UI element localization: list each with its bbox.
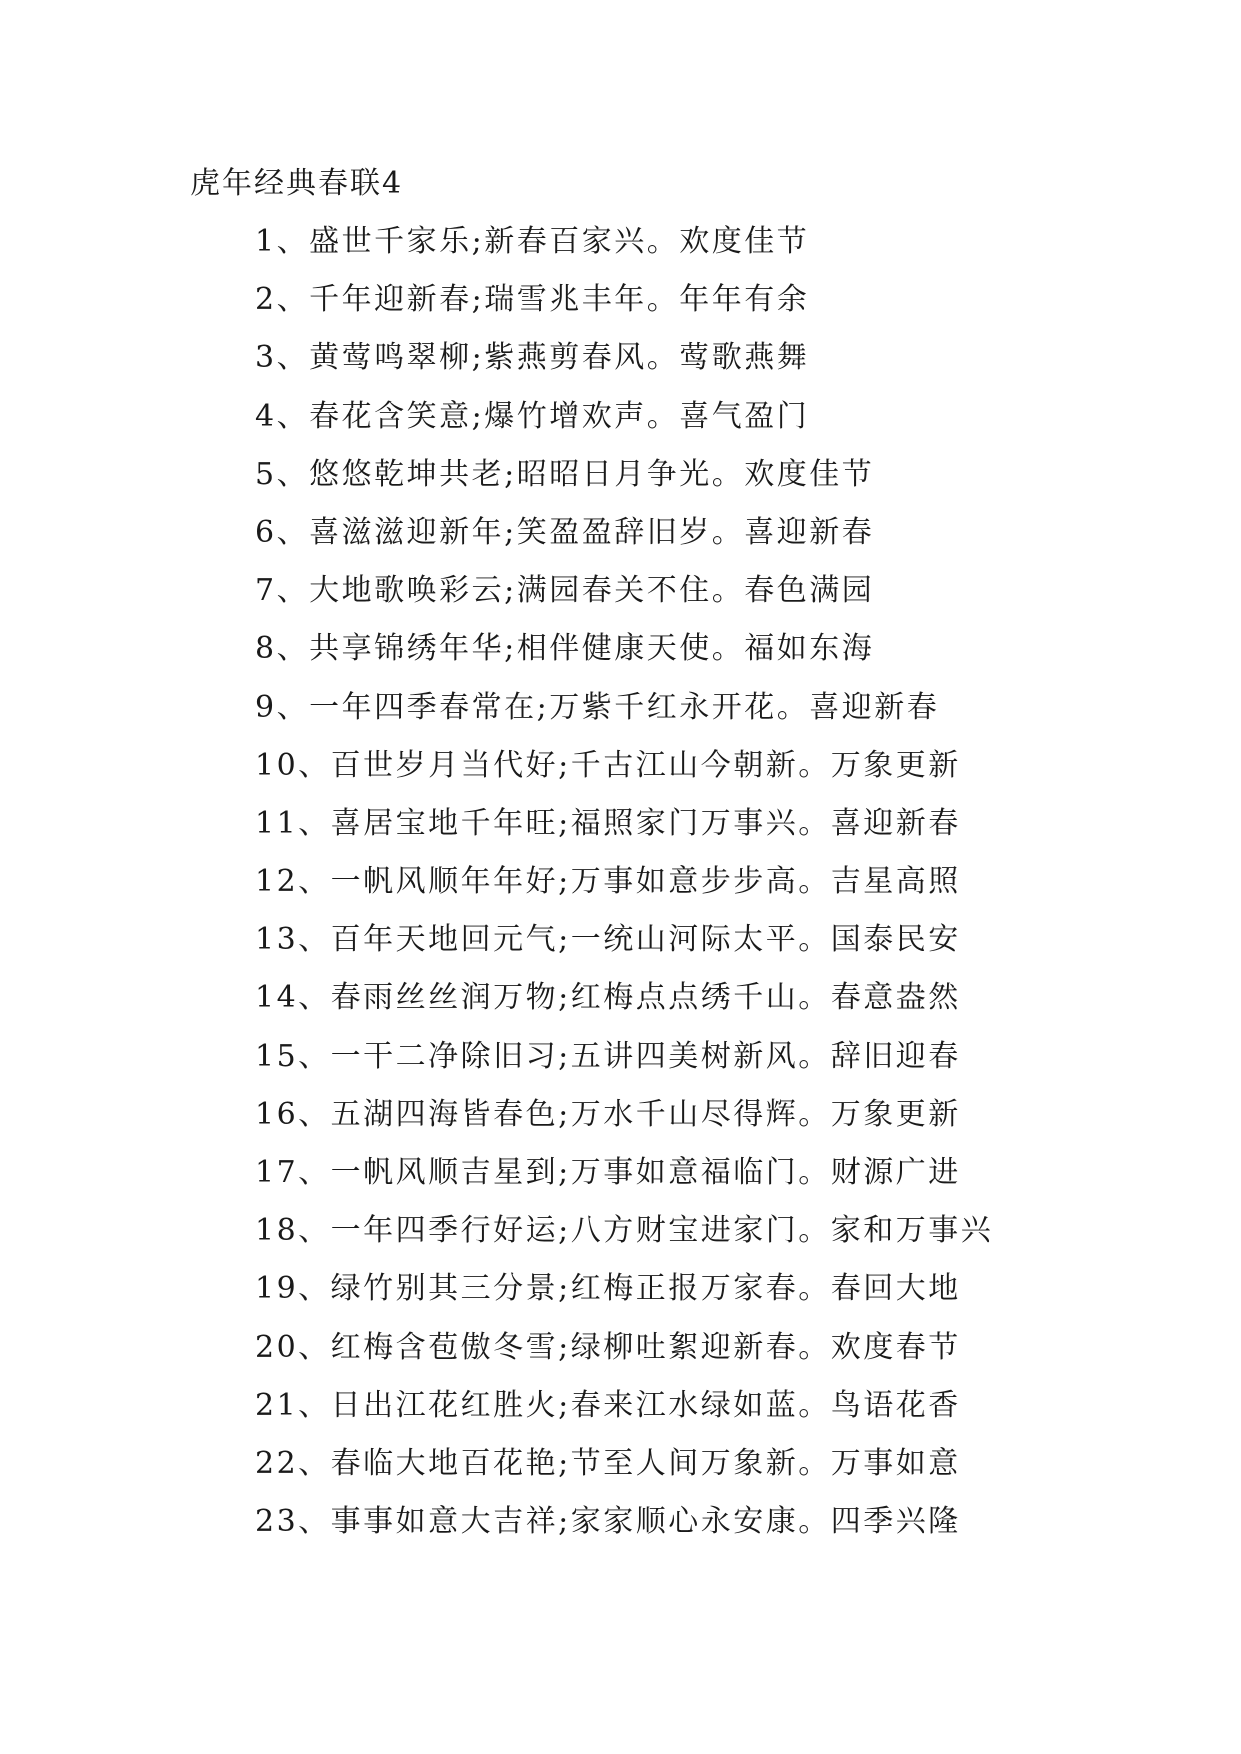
list-item: 23、事事如意大吉祥;家家顺心永安康。四季兴隆 xyxy=(255,1504,961,1540)
list-item: 12、一帆风顺年年好;万事如意步步高。吉星高照 xyxy=(255,864,961,900)
list-item: 4、春花含笑意;爆竹增欢声。喜气盈门 xyxy=(255,398,810,434)
list-item: 1、盛世千家乐;新春百家兴。欢度佳节 xyxy=(255,224,810,259)
couplet-list xyxy=(255,222,993,1560)
list-item: 13、百年天地回元气;一统山河际太平。国泰民安 xyxy=(255,922,961,958)
list-item: 5、悠悠乾坤共老;昭昭日月争光。欢度佳节 xyxy=(255,456,875,492)
list-item: 21、日出江花红胜火;春来江水绿如蓝。鸟语花香 xyxy=(255,1387,961,1423)
list-item: 3、黄莺鸣翠柳;紫燕剪春风。莺歌燕舞 xyxy=(255,340,810,376)
list-item: 16、五湖四海皆春色;万水千山尽得辉。万象更新 xyxy=(255,1096,961,1132)
list-item: 7、大地歌唤彩云;满园春关不住。春色满园 xyxy=(255,573,875,609)
document-title: 虎年经典春联4 xyxy=(190,166,404,201)
list-item: 10、百世岁月当代好;千古江山今朝新。万象更新 xyxy=(255,747,961,783)
list-item: 6、喜滋滋迎新年;笑盈盈辞旧岁。喜迎新春 xyxy=(255,514,875,550)
list-item: 18、一年四季行好运;八方财宝进家门。家和万事兴 xyxy=(255,1213,994,1249)
list-item: 8、共享锦绣年华;相伴健康天使。福如东海 xyxy=(255,631,875,667)
list-item: 2、千年迎新春;瑞雪兆丰年。年年有余 xyxy=(255,282,810,318)
list-item: 11、喜居宝地千年旺;福照家门万事兴。喜迎新春 xyxy=(255,805,961,841)
list-item: 14、春雨丝丝润万物;红梅点点绣千山。春意盎然 xyxy=(255,980,961,1016)
list-item: 19、绿竹别其三分景;红梅正报万家春。春回大地 xyxy=(255,1271,961,1307)
list-item: 17、一帆风顺吉星到;万事如意福临门。财源广进 xyxy=(255,1155,961,1190)
list-item: 22、春临大地百花艳;节至人间万象新。万事如意 xyxy=(255,1445,961,1481)
list-item: 9、一年四季春常在;万紫千红永开花。喜迎新春 xyxy=(255,689,940,725)
list-item: 20、红梅含苞傲冬雪;绿柳吐絮迎新春。欢度春节 xyxy=(255,1329,961,1365)
list-item: 15、一干二净除旧习;五讲四美树新风。辞旧迎春 xyxy=(255,1038,961,1074)
